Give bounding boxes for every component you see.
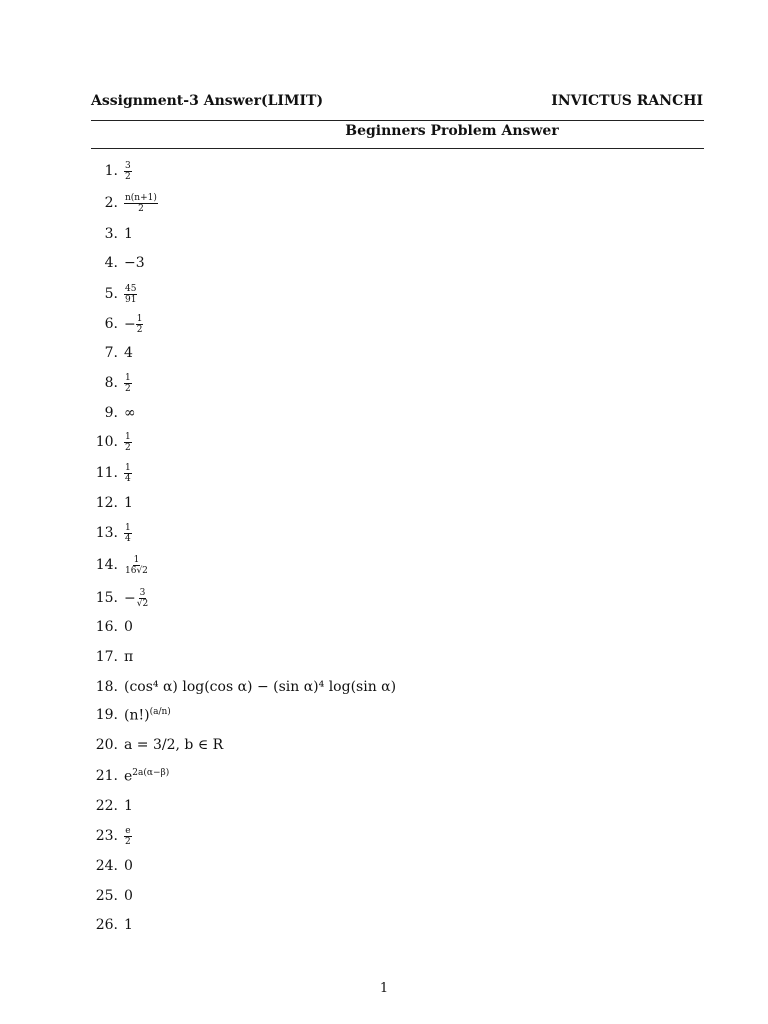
answer-number: 10. bbox=[95, 434, 118, 450]
answer-item bbox=[91, 400, 136, 426]
fraction: $\frac{45}{91}$ bbox=[125, 283, 137, 305]
answer-number: 9. bbox=[104, 405, 118, 421]
answer-value: 1 bbox=[124, 917, 133, 933]
section-title: Beginners Problem Answer bbox=[345, 123, 559, 139]
answer-value: $(n!)^{(a/n)}$ bbox=[124, 706, 171, 724]
answer-item bbox=[91, 429, 132, 455]
answer-item bbox=[91, 311, 143, 337]
answer-number: 3. bbox=[104, 226, 118, 242]
answer-item bbox=[91, 644, 133, 670]
fraction: $\frac{1}{2}$ bbox=[125, 372, 131, 394]
header-rule-top bbox=[91, 120, 704, 121]
fraction: $\frac{1}{2}$ bbox=[125, 431, 131, 453]
answer-item bbox=[91, 221, 133, 247]
answer-item bbox=[91, 763, 169, 789]
answer-value bbox=[124, 432, 132, 453]
fraction: $\frac{1}{4}$ bbox=[125, 462, 131, 484]
answer-number: 15. bbox=[95, 590, 118, 606]
answer-number: 18. bbox=[95, 679, 118, 695]
answer-item bbox=[91, 853, 133, 879]
answer-value: 0 bbox=[124, 858, 133, 874]
fraction: $\frac{3}{2}$ bbox=[125, 160, 131, 182]
answer-item bbox=[91, 585, 149, 611]
answer-number: 23. bbox=[95, 828, 118, 844]
answer-item bbox=[91, 883, 133, 909]
answer-item bbox=[91, 460, 132, 486]
fraction: $\frac{3}{√2}$ bbox=[136, 587, 149, 609]
fraction: $\frac{e}{2}$ bbox=[125, 825, 131, 847]
answer-value bbox=[124, 523, 132, 544]
answer-value: − $\frac{3}{√2}$ bbox=[124, 587, 149, 609]
answer-value: − $\frac{1}{2}$ bbox=[124, 313, 143, 335]
answer-number: 16. bbox=[95, 619, 118, 635]
answer-value bbox=[124, 284, 137, 305]
answer-item bbox=[91, 674, 396, 700]
header-rule-bottom bbox=[91, 148, 704, 149]
answer-value: π bbox=[124, 649, 134, 665]
answer-number: 2. bbox=[104, 195, 118, 211]
answer-item bbox=[91, 158, 132, 184]
answer-value: (cos⁴ α) log(cos α) − (sin α)⁴ log(sin α) bbox=[124, 679, 397, 695]
answer-number: 19. bbox=[95, 707, 118, 723]
answer-item bbox=[91, 793, 133, 819]
answer-item bbox=[91, 732, 223, 758]
fraction: $\frac{1}{16√2}$ bbox=[125, 554, 148, 576]
answer-number: 7. bbox=[104, 345, 118, 361]
institute-name: INVICTUS RANCHI bbox=[551, 93, 703, 109]
answer-item bbox=[91, 702, 171, 728]
answer-value bbox=[124, 373, 132, 394]
answer-value: 0 bbox=[124, 619, 133, 635]
answer-item bbox=[91, 614, 133, 640]
answer-number: 26. bbox=[95, 917, 118, 933]
answer-item bbox=[91, 190, 158, 216]
answer-item bbox=[91, 281, 137, 307]
answer-number: 5. bbox=[104, 286, 118, 302]
answer-number: 14. bbox=[95, 557, 118, 573]
answer-value bbox=[124, 826, 132, 847]
answer-value: ∞ bbox=[124, 405, 136, 421]
answer-number: 25. bbox=[95, 888, 118, 904]
answer-number: 4. bbox=[104, 255, 118, 271]
answer-number: 1. bbox=[104, 163, 118, 179]
answer-number: 13. bbox=[95, 525, 118, 541]
answer-item bbox=[91, 340, 133, 366]
answer-number: 17. bbox=[95, 649, 118, 665]
answer-value: 0 bbox=[124, 888, 133, 904]
fraction: $\frac{1}{2}$ bbox=[136, 313, 143, 335]
answer-item bbox=[91, 490, 133, 516]
answer-number: 8. bbox=[104, 375, 118, 391]
answer-number: 24. bbox=[95, 858, 118, 874]
answer-number: 22. bbox=[95, 798, 118, 814]
answer-number: 20. bbox=[95, 737, 118, 753]
answer-value: $e^{2a(\alpha-\beta)}$ bbox=[124, 767, 170, 785]
answer-value bbox=[124, 555, 149, 576]
answer-number: 12. bbox=[95, 495, 118, 511]
answer-value: 1 bbox=[124, 798, 133, 814]
answer-item bbox=[91, 823, 132, 849]
answer-number: 6. bbox=[104, 316, 118, 332]
answer-value bbox=[124, 193, 158, 214]
fraction: $\frac{n(n+1)}{2}$ bbox=[125, 192, 157, 214]
answer-value bbox=[124, 463, 132, 484]
page-header bbox=[91, 93, 703, 109]
answer-value: 1 bbox=[124, 226, 133, 242]
page-number: 1 bbox=[379, 981, 389, 996]
answer-value: 1 bbox=[124, 495, 133, 511]
answer-item bbox=[91, 912, 133, 938]
answer-item bbox=[91, 552, 149, 578]
assignment-title: Assignment-3 Answer(LIMIT) bbox=[91, 93, 324, 109]
answer-value bbox=[124, 161, 132, 182]
answer-number: 21. bbox=[95, 768, 118, 784]
answer-item bbox=[91, 520, 132, 546]
answer-value: −3 bbox=[124, 255, 145, 271]
answer-item bbox=[91, 370, 132, 396]
answer-value: 4 bbox=[124, 345, 133, 361]
fraction: $\frac{1}{4}$ bbox=[125, 522, 131, 544]
answer-value: a = 3/2, b ∈ R bbox=[124, 737, 224, 753]
answer-item bbox=[91, 250, 145, 276]
answer-number: 11. bbox=[95, 465, 118, 481]
